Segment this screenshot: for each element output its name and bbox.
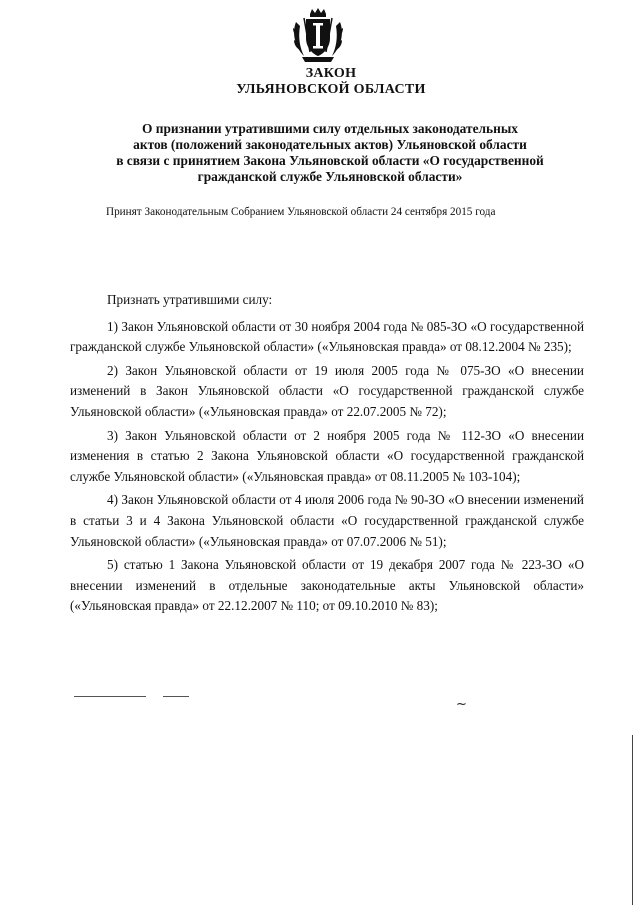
law-body	[70, 290, 584, 620]
heading-line: актов (положений законодательных актов) Ульяновской области	[133, 137, 527, 152]
scan-artifact-mark: ~	[456, 697, 467, 712]
list-item: 4) Закон Ульяновской области от 4 июля 2006 года № 90-ЗО «О внесении изменений в статьи 3 и 4 Закона Ульяновской области «О государственной гражданской службе Ульяновской области» («Ульяновская правда» от 07.07.2006 № 51);	[70, 492, 584, 549]
list-item: 3) Закон Ульяновской области от 2 ноября 2005 года № 112-ЗО «О внесении изменения в статью 2 Закона Ульяновской области «О государственной гражданской службе Ульяновской области» («Ульяновская правда» от 08.11.2005 № 103-104);	[70, 427, 584, 484]
list-item: 2) Закон Ульяновской области от 19 июля 2005 года № 075-ЗО «О внесении изменений в Закон Ульяновской области «О государственной гражданской службе Ульяновской области» («Ульяновская правда» от 22.07.2005 № 72);	[70, 362, 584, 419]
list-item: 5) статью 1 Закона Ульяновской области от 19 декабря 2007 года № 223-ЗО «О внесении изменений в отдельные законодательные акты Ульяновской области» («Ульяновская правда» от 22.12.2007 № 110; от 09.10.2010 № 83);	[70, 557, 584, 614]
body-intro: Признать утратившими силу:	[107, 292, 273, 307]
law-region: УЛЬЯНОВСКОЙ ОБЛАСТИ	[236, 82, 426, 97]
list-item: 1) Закон Ульяновской области от 30 ноября 2004 года № 085-ЗО «О государственной гражданской службе Ульяновской области» («Ульяновская правда» от 08.12.2004 № 235);	[70, 318, 584, 355]
footnote-divider	[74, 696, 146, 697]
law-heading	[80, 121, 580, 185]
adoption-note: Принят Законодательным Собранием Ульяновской области 24 сентября 2015 года	[106, 206, 496, 218]
scan-edge-line	[632, 735, 633, 905]
law-title: ЗАКОН	[305, 66, 357, 81]
footnote-divider	[163, 696, 189, 697]
heading-line: в связи с принятием Закона Ульяновской области «О государственной	[116, 153, 544, 168]
heading-line: О признании утратившими силу отдельных законодательных	[142, 121, 518, 136]
heading-line: гражданской службе Ульяновской области»	[197, 169, 463, 184]
coat-of-arms-icon	[290, 6, 346, 64]
